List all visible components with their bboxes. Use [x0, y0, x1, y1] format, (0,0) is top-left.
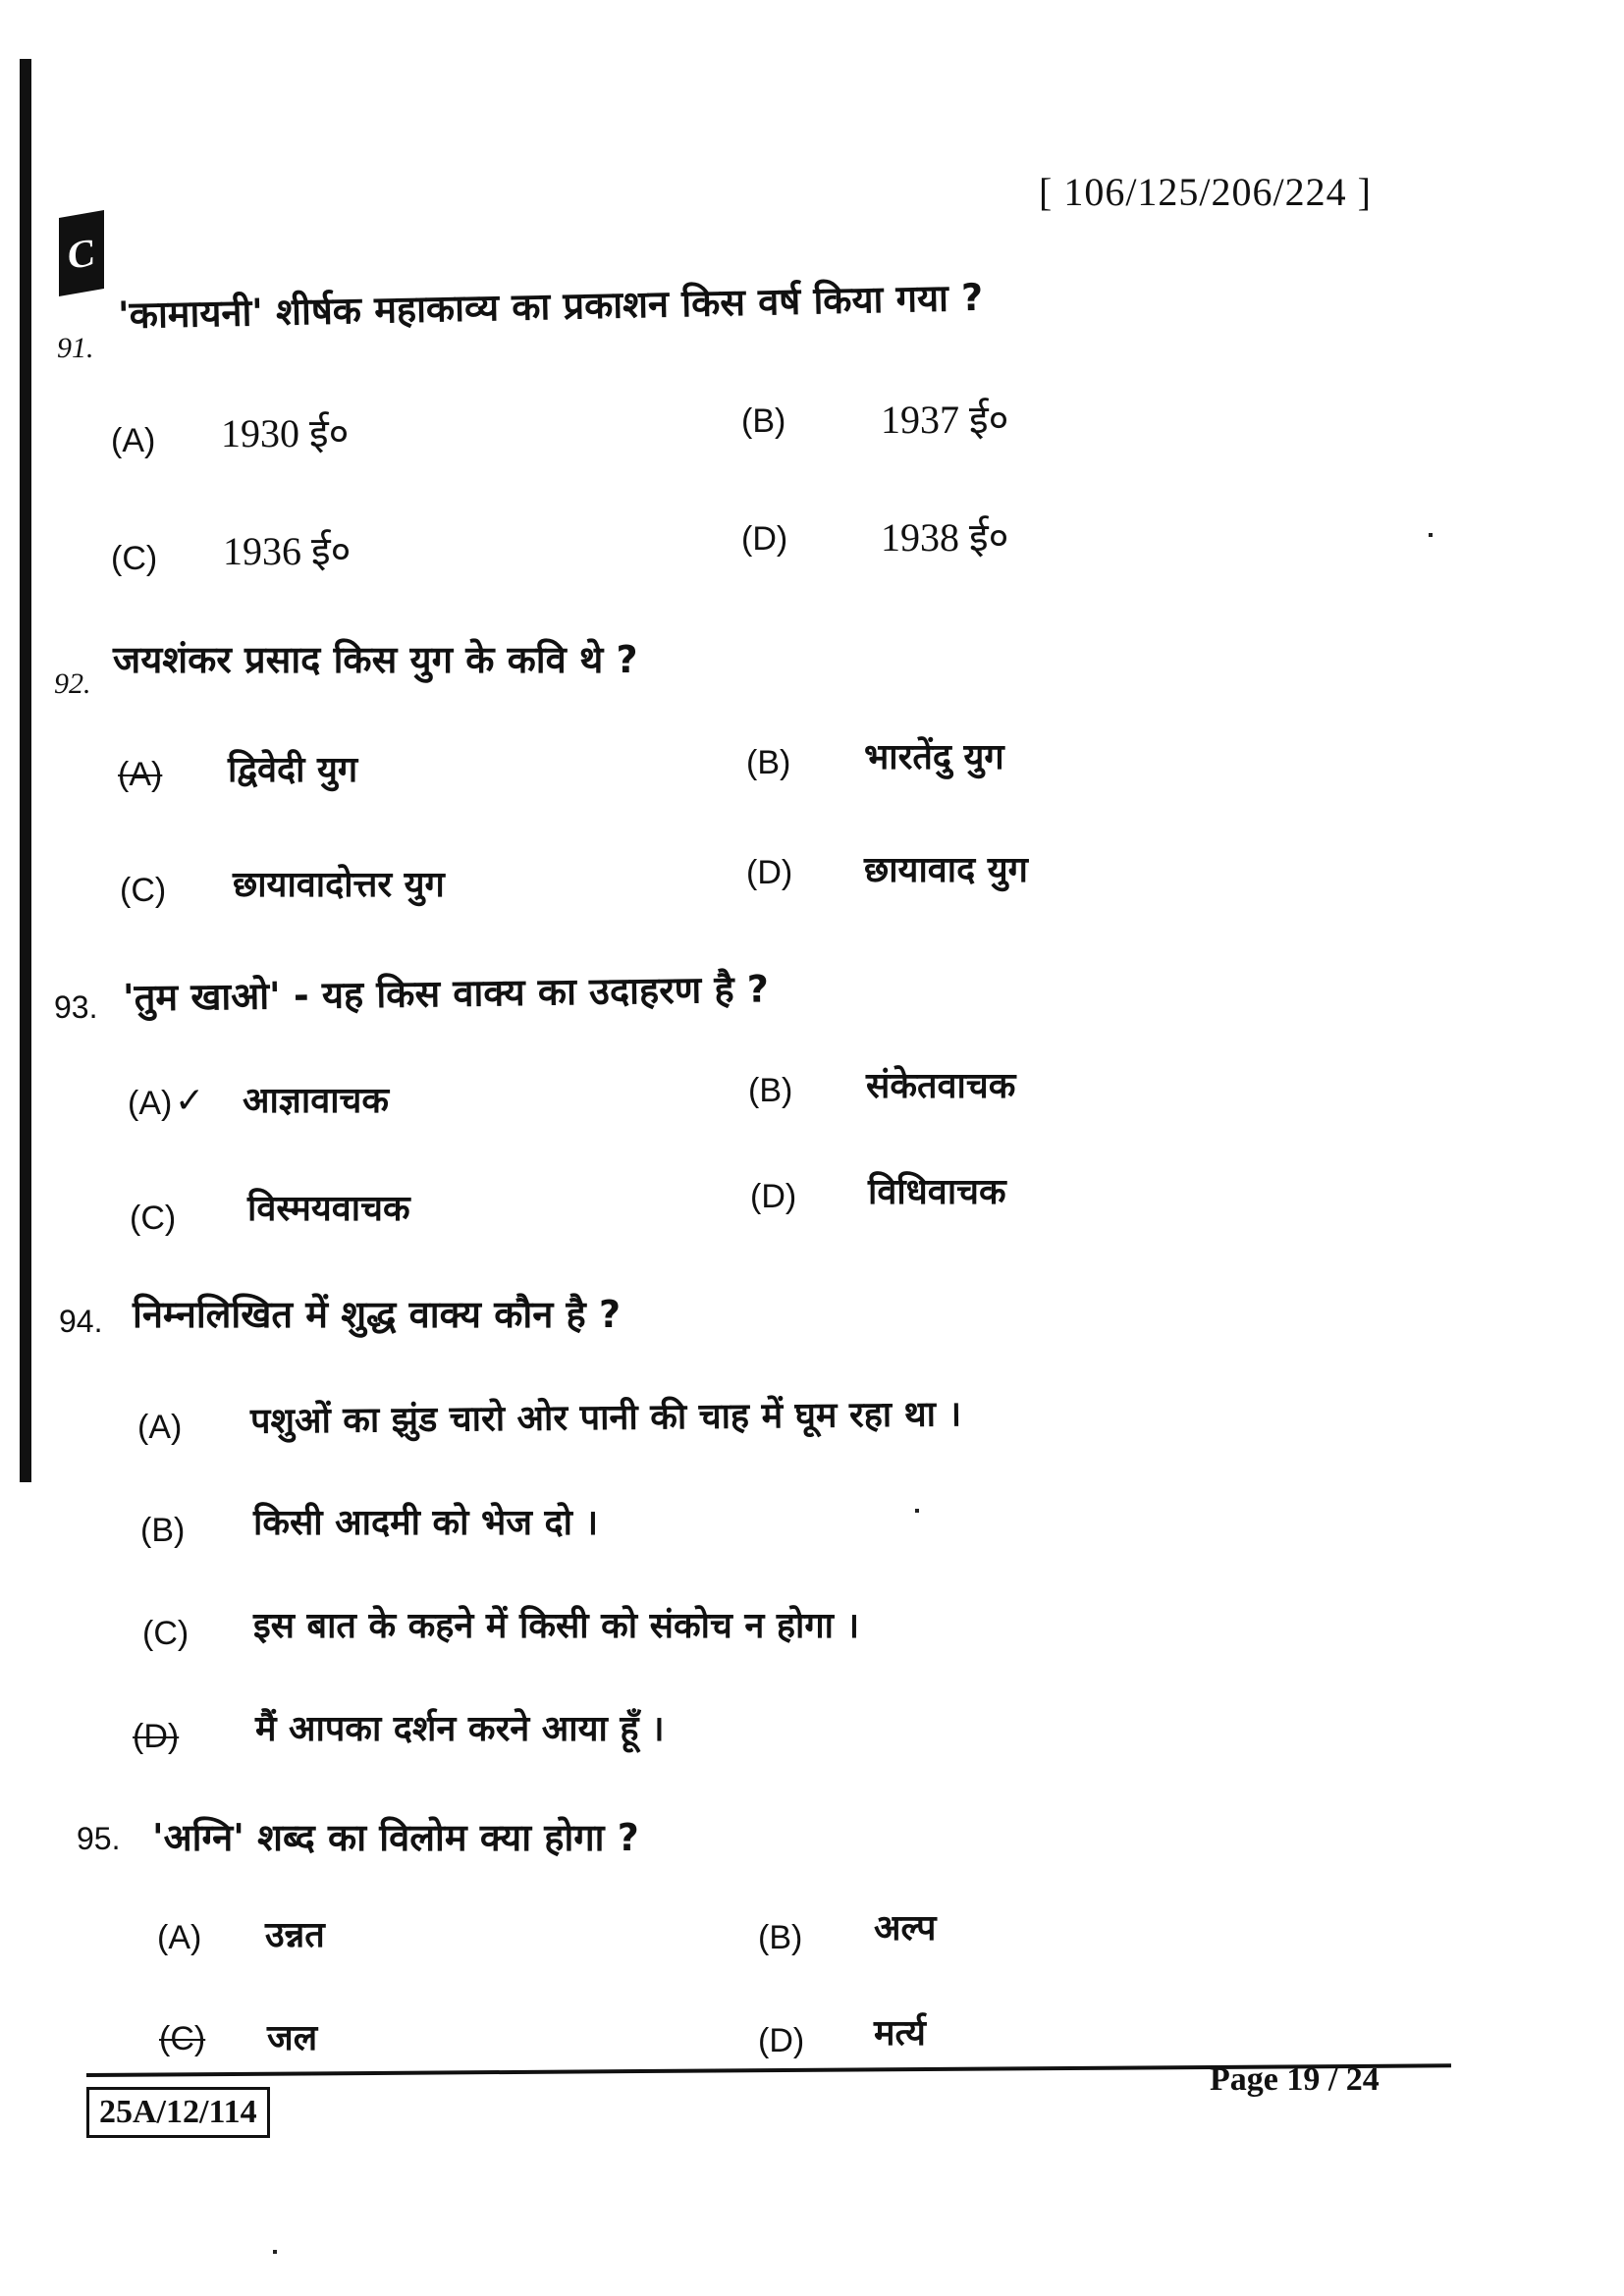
option-label-d[interactable]: (D)	[758, 2022, 805, 2059]
option-label-d[interactable]: (D)	[750, 1178, 797, 1215]
option-label-a[interactable]: (A)	[157, 1919, 202, 1956]
option-text-c[interactable]: छायावादोत्तर युग	[233, 865, 445, 905]
option-text-a[interactable]: 1930 ई०	[221, 411, 350, 455]
answer-tick-icon: ✓	[175, 1080, 205, 1120]
option-label-c[interactable]: (C)	[111, 540, 158, 577]
option-text-c[interactable]: 1936 ई०	[223, 529, 352, 573]
option-text-a[interactable]: आज्ञावाचक	[243, 1081, 390, 1121]
question-text: 'अग्नि' शब्द का विलोम क्या होगा ?	[152, 1816, 639, 1859]
scan-speck	[273, 2250, 277, 2254]
option-label-d[interactable]: (D)	[746, 854, 793, 891]
option-text-b[interactable]: 1937 ई०	[881, 398, 1009, 442]
option-text-d[interactable]: विधिवाचक	[868, 1172, 1006, 1212]
option-text-d[interactable]: 1938 ई०	[881, 515, 1009, 560]
option-text-a[interactable]: द्विवेदी युग	[228, 750, 358, 790]
question-text: 'कामायनी' शीर्षक महाकाव्य का प्रकाशन किस वर्ष किया गया ?	[117, 275, 984, 338]
page-number: Page 19 / 24	[1210, 2061, 1380, 2098]
option-label-c[interactable]: (C)	[159, 2020, 206, 2057]
paper-code-header: [ 106/125/206/224 ]	[1039, 170, 1372, 214]
question-number: 93.	[54, 989, 98, 1025]
option-label-b[interactable]: (B)	[140, 1512, 186, 1549]
question-text: 'तुम खाओ' - यह किस वाक्य का उदाहरण है ?	[122, 967, 770, 1020]
option-text-d[interactable]: मर्त्य	[874, 2013, 926, 2054]
option-label-a[interactable]: (A)	[111, 422, 156, 459]
question-text: जयशंकर प्रसाद किस युग के कवि थे ?	[113, 638, 638, 681]
option-label-b[interactable]: (B)	[746, 744, 791, 781]
option-label-c[interactable]: (C)	[120, 872, 167, 909]
option-label-a[interactable]: (A)	[118, 756, 163, 793]
option-label-b[interactable]: (B)	[741, 402, 786, 440]
option-label-b[interactable]: (B)	[758, 1919, 803, 1956]
option-text-a[interactable]: पशुओं का झुंड चारो ओर पानी की चाह में घूम रहा था ।	[249, 1394, 962, 1442]
scan-binding-edge	[20, 59, 31, 1482]
question-text: निम्नलिखित में शुद्ध वाक्य कौन है ?	[133, 1293, 622, 1336]
option-label-a[interactable]: (A)	[128, 1085, 173, 1122]
question-number: 94.	[59, 1304, 103, 1339]
option-text-b[interactable]: अल्प	[874, 1908, 937, 1949]
option-label-c[interactable]: (C)	[130, 1200, 177, 1237]
question-number: 92.	[54, 667, 91, 700]
question-number: 91.	[57, 332, 94, 364]
option-text-d[interactable]: मैं आपका दर्शन करने आया हूँ ।	[255, 1709, 665, 1749]
scan-speck	[1429, 533, 1433, 537]
option-label-d[interactable]: (D)	[741, 520, 788, 558]
option-label-d[interactable]: (D)	[133, 1718, 180, 1755]
option-text-b[interactable]: भारतेंदु युग	[864, 737, 1004, 777]
option-text-b[interactable]: किसी आदमी को भेज दो ।	[253, 1503, 599, 1543]
option-text-d[interactable]: छायावाद युग	[864, 850, 1028, 890]
scan-speck	[915, 1509, 919, 1513]
set-badge	[59, 210, 104, 296]
option-text-b[interactable]: संकेतवाचक	[866, 1066, 1016, 1106]
question-number: 95.	[77, 1821, 121, 1856]
option-label-c[interactable]: (C)	[142, 1615, 189, 1652]
option-text-c[interactable]: विस्मयवाचक	[247, 1189, 410, 1229]
option-text-a[interactable]: उन्नत	[265, 1915, 325, 1955]
option-label-b[interactable]: (B)	[748, 1072, 793, 1109]
booklet-code: 25A/12/114	[86, 2087, 270, 2138]
option-text-c[interactable]: जल	[267, 2018, 318, 2058]
set-badge-letter: C	[67, 228, 96, 279]
option-label-a[interactable]: (A)	[137, 1409, 183, 1446]
option-text-c[interactable]: इस बात के कहने में किसी को संकोच न होगा ।	[253, 1606, 860, 1646]
